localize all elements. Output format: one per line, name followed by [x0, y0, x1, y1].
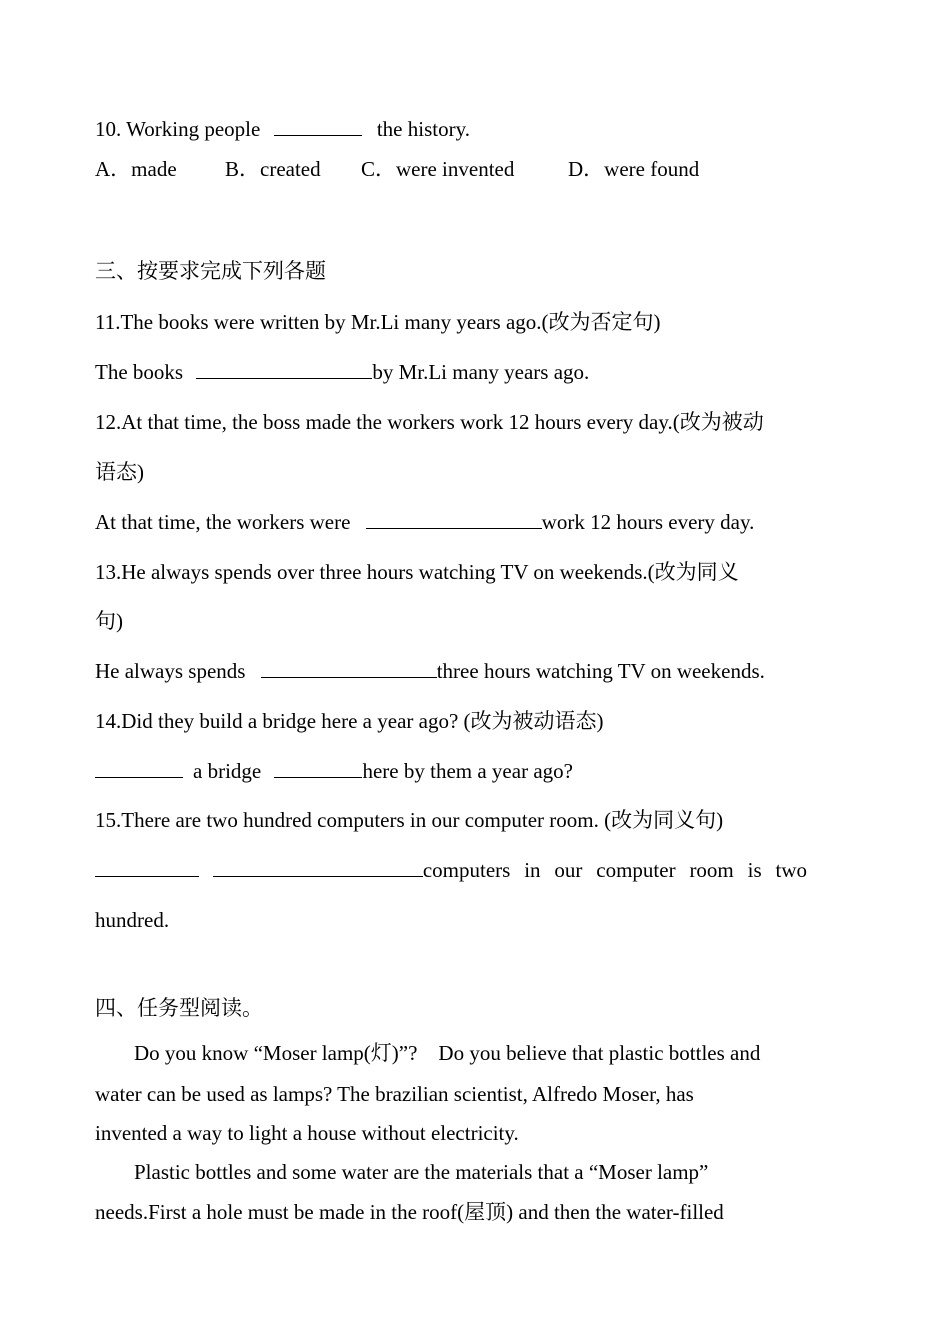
q10-option-d[interactable]: D．were found: [568, 157, 700, 181]
q14-blank-1[interactable]: [95, 759, 183, 778]
q11-pre: The books: [95, 360, 184, 384]
q12-prompt-2: 语态): [95, 460, 144, 484]
q14-post: here by them a year ago?: [362, 759, 573, 783]
section4-heading: 四、任务型阅读。: [95, 996, 263, 1020]
q15-prompt: 15.There are two hundred computers in our computer room. (改为同义句): [95, 808, 724, 832]
q15-word: is: [747, 858, 762, 882]
passage-p2-line1: Plastic bottles and some water are the materials that a “Moser lamp”: [134, 1160, 709, 1184]
q10-suffix: the history.: [376, 117, 470, 141]
q14-prompt: 14.Did they build a bridge here a year ago? (改为被动语态): [95, 709, 604, 733]
q13-post: three hours watching TV on weekends.: [436, 659, 765, 683]
q10-options: [95, 156, 699, 182]
passage-p1-line2: water can be used as lamps? The brazilian scientist, Alfredo Moser, has: [95, 1082, 694, 1106]
q14-answer-line: [95, 758, 573, 784]
q13-blank[interactable]: [261, 659, 437, 678]
q15-word: our: [554, 858, 583, 882]
q15-word: two: [775, 858, 807, 882]
q15-word: room: [689, 858, 734, 882]
q10-option-c[interactable]: C．were invented: [361, 157, 515, 181]
passage-p1-line1: Do you know “Moser lamp(灯)”? Do you believe that plastic bottles and: [134, 1041, 761, 1065]
q10-option-b[interactable]: B．created: [225, 157, 321, 181]
q11-prompt: 11.The books were written by Mr.Li many years ago.(改为否定句): [95, 310, 661, 334]
q13-prompt-2: 句): [95, 609, 123, 633]
q13-pre: He always spends: [95, 659, 246, 683]
section3-heading: 三、按要求完成下列各题: [95, 259, 326, 283]
q15-answer-line: [95, 857, 807, 883]
q10-prefix: 10. Working people: [95, 117, 261, 141]
q12-pre: At that time, the workers were: [95, 510, 351, 534]
q14-mid: a bridge: [193, 759, 262, 783]
q12-answer-line: [95, 509, 754, 535]
passage-p2-line2: needs.First a hole must be made in the roof(屋顶) and then the water-filled: [95, 1200, 724, 1224]
q15-word: in: [524, 858, 541, 882]
q10-line: [95, 116, 470, 142]
q11-post: by Mr.Li many years ago.: [372, 360, 590, 384]
q14-blank-2[interactable]: [274, 759, 362, 778]
q12-post: work 12 hours every day.: [541, 510, 755, 534]
q15-word: computers: [422, 858, 511, 882]
q10-option-a[interactable]: A．made: [95, 157, 177, 181]
q15-word: computer: [596, 858, 676, 882]
q15-blank-1[interactable]: [95, 858, 199, 877]
q10-blank[interactable]: [274, 117, 362, 136]
q12-blank[interactable]: [366, 510, 542, 529]
q13-answer-line: [95, 658, 765, 684]
q15-line2: hundred.: [95, 908, 170, 932]
passage-p1-line3: invented a way to light a house without electricity.: [95, 1121, 519, 1145]
q11-blank[interactable]: [196, 360, 372, 379]
q13-prompt-1: 13.He always spends over three hours watching TV on weekends.(改为同义: [95, 560, 739, 584]
q12-prompt-1: 12.At that time, the boss made the workers work 12 hours every day.(改为被动: [95, 410, 764, 434]
q15-blank-2[interactable]: [213, 858, 423, 877]
q11-answer-line: [95, 359, 589, 385]
